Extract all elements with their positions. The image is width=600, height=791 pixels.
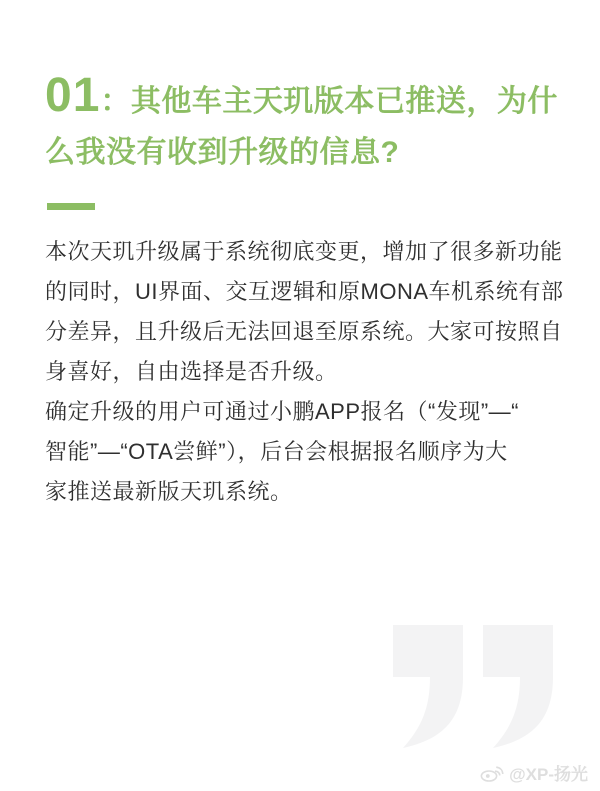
answer-line: 智能”—“OTA尝鲜”），后台会根据报名顺序为大 — [45, 439, 508, 464]
question-title-part2: 么我没有收到升级的信息? — [45, 136, 400, 169]
answer-line: 分差异，且升级后无法回退至原系统。大家可按照自 — [45, 319, 563, 344]
answer-line: 身喜好，自由选择是否升级。 — [45, 359, 338, 384]
closing-double-quote-icon — [393, 623, 553, 748]
accent-dash — [47, 203, 95, 210]
answer-line: 家推送最新版天玑系统。 — [45, 479, 293, 504]
answer-line: 的同时，UI界面、交互逻辑和原MONA车机系统有部 — [45, 279, 564, 304]
answer-text — [45, 232, 564, 512]
watermark — [480, 760, 588, 785]
question-title-part1: ：其他车主天玑版本已推送，为什 — [100, 85, 558, 118]
watermark-text: @XP-扬光 — [509, 765, 588, 784]
answer-line: 本次天玑升级属于系统彻底变更，增加了很多新功能 — [45, 239, 563, 264]
question-number: 01 — [45, 69, 101, 122]
weibo-icon — [480, 763, 504, 782]
question-heading-line1 — [45, 69, 558, 131]
answer-line: 确定升级的用户可通过小鹏APP报名（“发现”—“ — [45, 399, 520, 424]
